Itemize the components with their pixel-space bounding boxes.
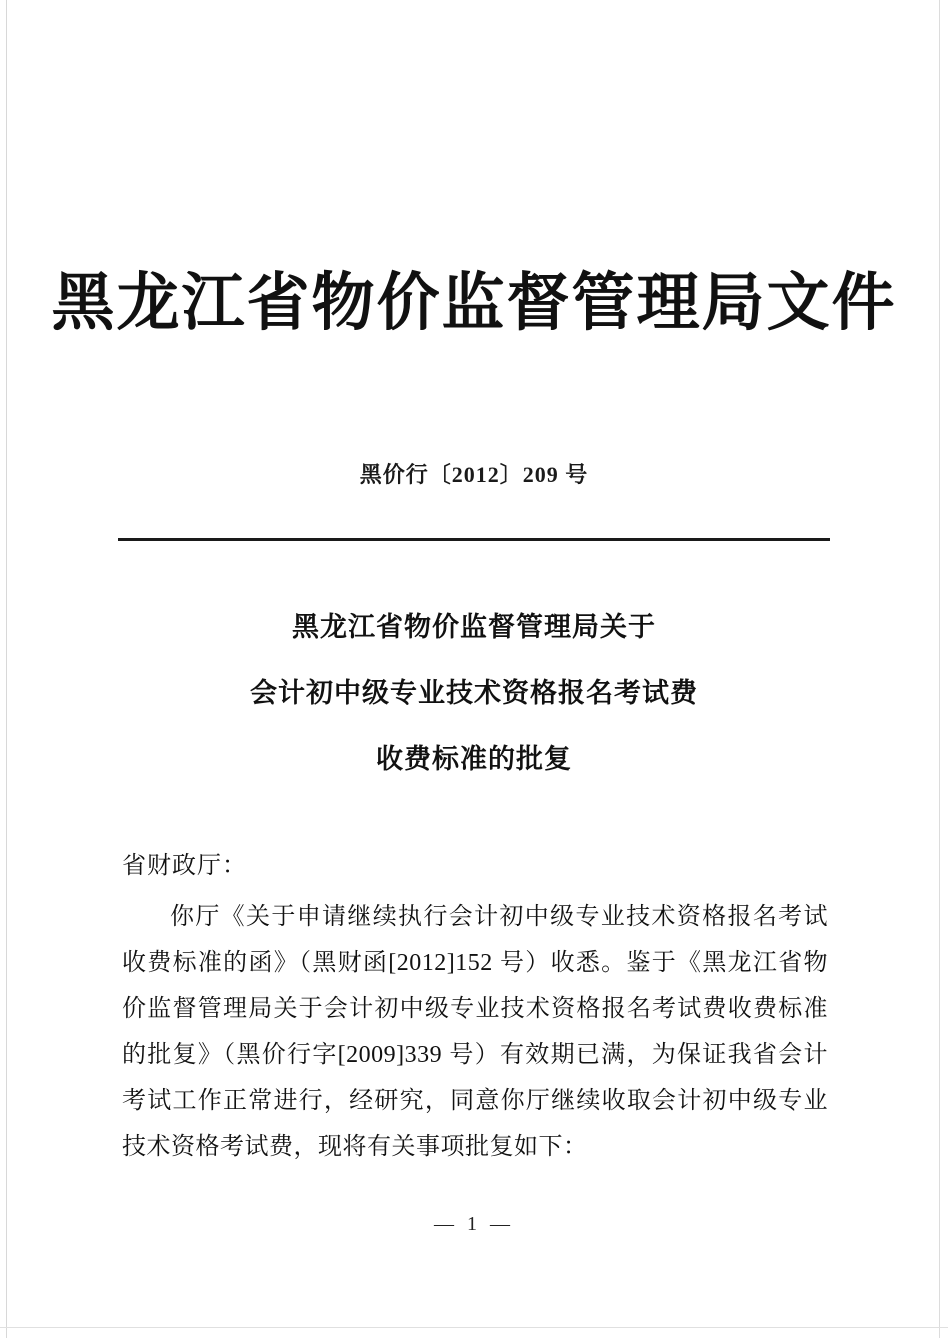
scan-edge-bottom (0, 1327, 948, 1328)
header-divider-rule (118, 538, 830, 541)
body-text (122, 894, 828, 1170)
document-number: 黑价行〔2012〕209 号 (359, 462, 589, 487)
page-number: — 1 — (434, 1213, 514, 1235)
recipient-line: 省财政厅： (122, 853, 247, 879)
body-paragraph-1: 你厅《关于申请继续执行会计初中级专业技术资格报名考试收费标准的函》（黑财函[2012]152 号）收悉。鉴于《黑龙江省物价监督管理局关于会计初中级专业技术资格报名考试费收费标准的批复》（黑价行字[2009]339 号）有效期已满，为保证我省会计考试工作正常进行，经研究，同意你厅继续收取会计初中级专业技术资格考试费，现将有关事项批复如下： (122, 904, 828, 1160)
subject-line-2: 会计初中级专业技术资格报名考试费 (250, 678, 698, 708)
subject-line-3: 收费标准的批复 (376, 744, 572, 774)
document-title: 黑龙江省物价监督管理局文件 (51, 268, 897, 338)
subject-line-1: 黑龙江省物价监督管理局关于 (292, 612, 656, 642)
document-subject (0, 594, 948, 792)
